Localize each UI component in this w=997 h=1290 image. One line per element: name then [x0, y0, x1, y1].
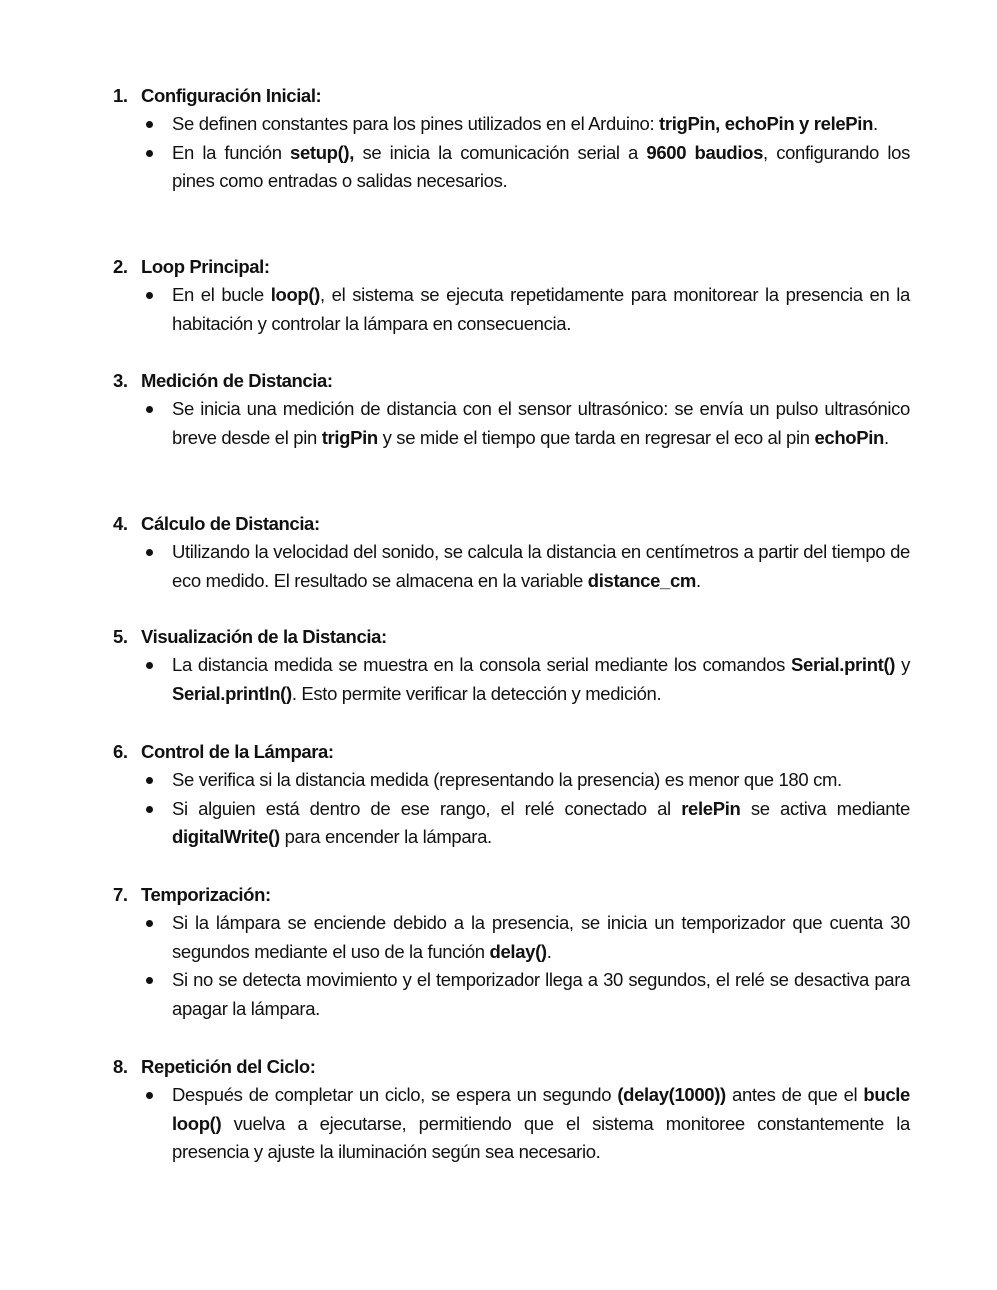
text-run: Se definen constantes para los pines utilizados en el Arduino: [172, 113, 660, 134]
bullet-icon [146, 549, 153, 556]
section-configuracion [113, 82, 910, 196]
bullet-item [113, 1081, 910, 1167]
text-run: antes de que el [725, 1084, 864, 1105]
bullet-icon [146, 292, 153, 299]
section-loop [113, 253, 910, 338]
bold-text: digitalWrite() [172, 826, 280, 847]
section-heading [113, 82, 910, 110]
text-run: . [546, 940, 552, 962]
section-title: Control de la Lámpara: [141, 741, 334, 762]
bullet-item [113, 281, 910, 338]
bullet-icon [146, 121, 153, 128]
bullet-icon [146, 1092, 153, 1099]
bold-text: Serial.println() [172, 682, 292, 704]
text-run: Después de completar un ciclo, se espera un segundo [172, 1084, 618, 1105]
text-run: . [873, 113, 878, 134]
bullet-item [113, 766, 910, 795]
text-run: y [895, 654, 910, 675]
section-number: 5. [113, 626, 128, 647]
bullet-icon [146, 777, 153, 784]
bullet-icon [146, 662, 153, 669]
bold-text: trigPin [321, 426, 378, 448]
section-medicion [113, 367, 910, 452]
bullet-item [113, 139, 910, 196]
section-heading [113, 367, 910, 395]
section-title: Cálculo de Distancia: [141, 513, 320, 534]
section-control-lampara [113, 738, 910, 852]
bold-text: (delay(1000)) [617, 1084, 726, 1105]
section-number: 4. [113, 513, 128, 534]
section-heading [113, 738, 910, 766]
section-number: 1. [113, 85, 128, 106]
bullet-item [113, 538, 910, 595]
section-heading [113, 510, 910, 538]
text-run: Si alguien está dentro de ese rango, el relé conectado al [172, 797, 682, 819]
text-run: En la función [172, 141, 291, 163]
text-run: . [883, 426, 889, 448]
text-run: Si no se detecta movimiento y el temporizador llega a 30 segundos, el relé se desactiva para apagar la lámpara. [172, 969, 910, 1019]
bold-text: echoPin [814, 426, 884, 448]
text-run: Utilizando la velocidad del sonido, se calcula la distancia en centímetros a partir del tiempo de eco medido. El resultado se almacena en la variable [172, 541, 910, 591]
bold-text: loop() [270, 284, 320, 305]
bold-text: bucle loop() [172, 1084, 910, 1134]
bullet-icon [146, 150, 153, 157]
section-title: Temporización: [141, 884, 271, 905]
bullet-item [113, 966, 910, 1023]
bold-text: relePin [681, 797, 741, 819]
section-number: 6. [113, 741, 128, 762]
bold-text: 9600 baudios [646, 141, 764, 163]
bold-text: setup(), [290, 141, 355, 163]
text-run: y se mide el tiempo que tarda en regresar el eco al pin [377, 426, 815, 448]
section-calculo [113, 510, 910, 595]
text-run: Se inicia una medición de distancia con el sensor ultrasónico: se envía un pulso ultrasónico breve desde el pin [172, 398, 910, 448]
bold-text: Serial.print() [791, 654, 896, 675]
text-run: Se verifica si la distancia medida (representando la presencia) es menor que 180 cm. [172, 769, 842, 790]
section-title: Visualización de la Distancia: [141, 626, 387, 647]
bullet-item [113, 651, 910, 708]
section-repeticion [113, 1053, 910, 1167]
section-heading [113, 253, 910, 281]
section-number: 2. [113, 256, 128, 277]
section-heading [113, 1053, 910, 1081]
bullet-item [113, 110, 910, 139]
text-run: para encender la lámpara. [279, 826, 492, 847]
section-number: 8. [113, 1056, 128, 1077]
section-temporizacion [113, 881, 910, 1023]
section-title: Repetición del Ciclo: [141, 1056, 316, 1077]
bullet-item [113, 395, 910, 452]
text-run: En el bucle [172, 284, 271, 305]
section-heading [113, 881, 910, 909]
bullet-item [113, 909, 910, 966]
section-title: Loop Principal: [141, 256, 270, 277]
section-heading [113, 623, 910, 651]
text-run: . Esto permite verificar la detección y medición. [291, 682, 662, 704]
bold-text: distance_cm [587, 569, 697, 591]
section-number: 3. [113, 370, 128, 391]
bold-text: trigPin, echoPin y relePin [659, 113, 874, 134]
text-run: La distancia medida se muestra en la consola serial mediante los comandos [172, 654, 792, 675]
bullet-icon [146, 406, 153, 413]
text-run: , configurando los pines como entradas o salidas necesarios. [172, 141, 910, 191]
text-run: se inicia la comunicación serial a [354, 141, 647, 163]
bullet-icon [146, 977, 153, 984]
bold-text: delay() [489, 940, 547, 962]
text-run: Si la lámpara se enciende debido a la presencia, se inicia un temporizador que cuenta 30 segundos mediante el uso de la función [172, 912, 910, 962]
text-run: se activa mediante [740, 797, 910, 819]
bullet-icon [146, 920, 153, 927]
text-run: vuelva a ejecutarse, permitiendo que el sistema monitoree constantemente la presencia y ajuste la iluminación según sea necesario. [172, 1112, 910, 1162]
section-title: Medición de Distancia: [141, 370, 333, 391]
bullet-icon [146, 806, 153, 813]
bullet-item [113, 795, 910, 852]
section-title: Configuración Inicial: [141, 85, 322, 106]
section-number: 7. [113, 884, 128, 905]
text-run: . [696, 569, 701, 591]
section-visualizacion [113, 623, 910, 708]
text-run: , el sistema se ejecuta repetidamente para monitorear la presencia en la habitación y controlar la lámpara en consecuencia. [172, 284, 910, 334]
